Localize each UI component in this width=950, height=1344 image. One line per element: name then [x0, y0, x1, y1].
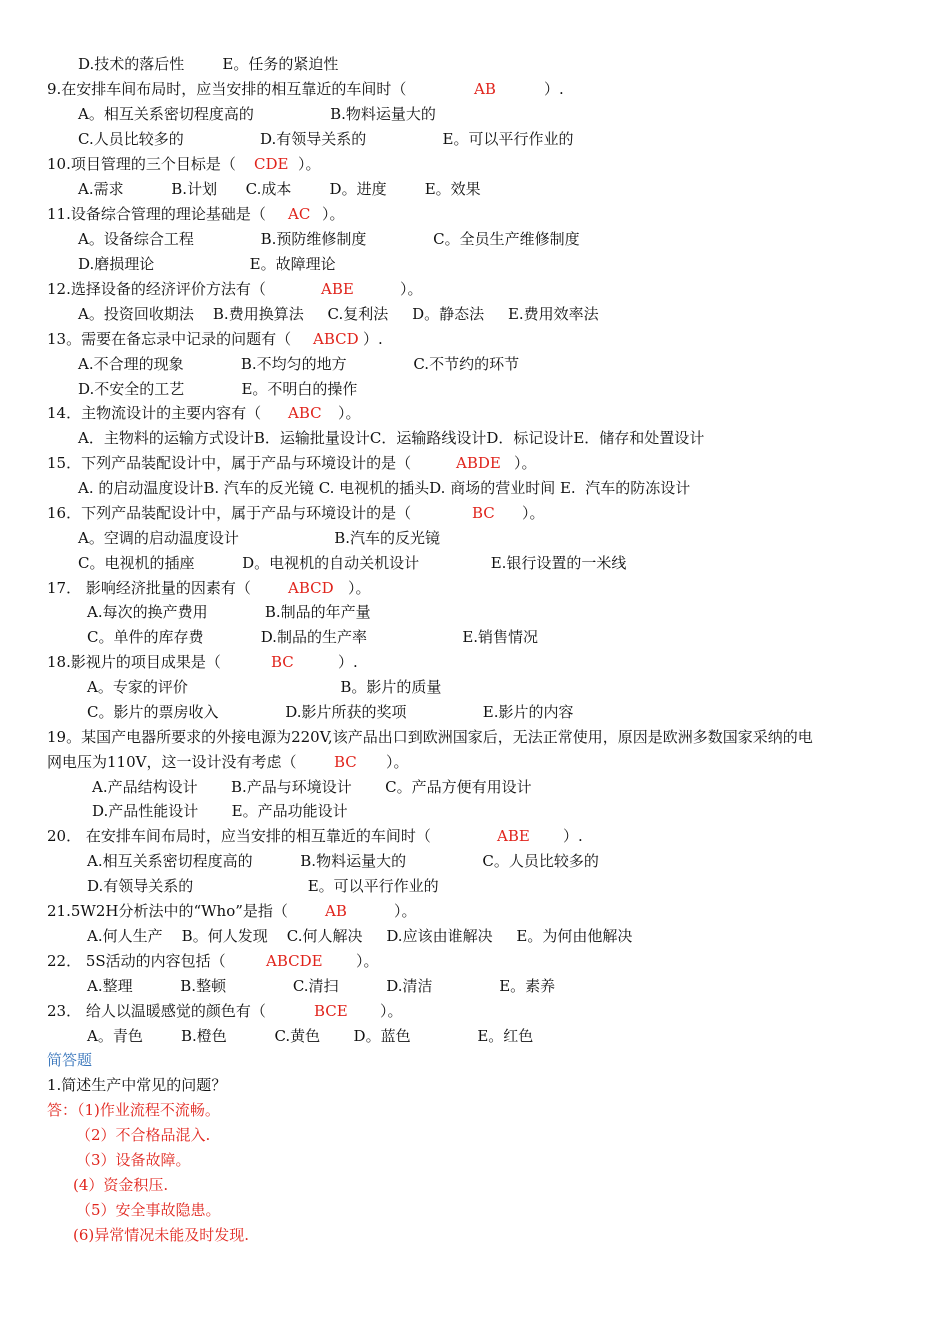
text-line: D.有领导关系的 E。可以平行作业的: [87, 877, 439, 895]
closing-paren: ）。: [322, 205, 345, 223]
text-line: D.不安全的工艺 E。不明白的操作: [78, 380, 358, 398]
closing-paren: ）。: [522, 504, 545, 522]
text-line: D.产品性能设计 E。产品功能设计: [92, 802, 348, 820]
text-line: A。设备综合工程 B.预防维修制度 C。全员生产维修制度: [78, 230, 580, 248]
answer-key: ABCD: [313, 330, 359, 348]
answer-key: BCE: [314, 1002, 348, 1020]
answer-key: BC: [334, 753, 357, 771]
answer-line: (6)异常情况未能及时发现.: [73, 1226, 250, 1244]
text-line: 13。需要在备忘录中记录的问题有（: [47, 330, 292, 348]
text-line: 18.影视片的项目成果是（: [47, 653, 221, 671]
text-line: A.每次的换产费用 B.制品的年产量: [87, 603, 371, 621]
text-line: C。电视机的插座 D。电视机的自动关机设计 E.银行设置的一米线: [78, 554, 627, 572]
text-line: D.技术的落后性 E。任务的紧迫性: [78, 55, 339, 73]
text-line: 20． 在安排车间布局时，应当安排的相互靠近的车间时（: [47, 827, 431, 845]
closing-paren: ）.: [338, 653, 358, 671]
text-line: 23． 给人以温暖感觉的颜色有（: [47, 1002, 266, 1020]
text-line: C。影片的票房收入 D.影片所获的奖项 E.影片的内容: [87, 703, 574, 721]
answer-key: BC: [472, 504, 495, 522]
answer-key: AC: [288, 205, 311, 223]
answer-key: BC: [271, 653, 294, 671]
answer-key: ABCD: [288, 579, 334, 597]
text-line: A.整理 B.整顿 C.清扫 D.清洁 E。素养: [87, 977, 556, 995]
text-line: 17． 影响经济批量的因素有（: [47, 579, 251, 597]
text-line: A.产品结构设计 B.产品与环境设计 C。产品方便有用设计: [92, 778, 532, 796]
answer-line: （2）不合格品混入.: [76, 1126, 211, 1144]
text-line: C.人员比较多的 D.有领导关系的 E。可以平行作业的: [78, 130, 574, 148]
text-line: A.需求 B.计划 C.成本 D。进度 E。效果: [78, 180, 481, 198]
text-line: D.磨损理论 E。故障理论: [78, 255, 336, 273]
section-heading: 简答题: [47, 1051, 93, 1069]
answer-key: AB: [325, 902, 347, 920]
text-line: A。空调的启动温度设计 B.汽车的反光镜: [78, 529, 440, 547]
text-line: 21.5W2H分析法中的“Who”是指（: [47, 902, 288, 920]
closing-paren: ）。: [400, 280, 423, 298]
text-line: 11.设备综合管理的理论基础是（: [47, 205, 266, 223]
answer-line: 答：（1)作业流程不流畅。: [47, 1101, 220, 1119]
text-line: A. 的启动温度设计B. 汽车的反光镜 C. 电视机的插头D. 商场的营业时间 E. 汽车的防冻设计: [78, 479, 691, 497]
text-line: A.不合理的现象 B.不均匀的地方 C.不节约的环节: [78, 355, 520, 373]
text-line: C。单件的库存费 D.制品的生产率 E.销售情况: [87, 628, 539, 646]
answer-line: (4）资金积压.: [73, 1176, 169, 1194]
text-line: 15．下列产品装配设计中，属于产品与环境设计的是（: [47, 454, 412, 472]
text-line: A.相互关系密切程度高的 B.物料运量大的 C。人员比较多的: [87, 852, 599, 870]
closing-paren: ）。: [514, 454, 537, 472]
text-line: 19。某国产电器所要求的外接电源为220V,该产品出口到欧洲国家后，无法正常使用，原因是欧洲多数国家采纳的电: [47, 728, 813, 746]
answer-key: ABC: [288, 404, 322, 422]
text-line: A.何人生产 B。何人发现 C.何人解决 D.应该由谁解决 E。为何由他解决: [87, 927, 633, 945]
text-line: 16．下列产品装配设计中，属于产品与环境设计的是（: [47, 504, 412, 522]
answer-key: ABE: [321, 280, 354, 298]
text-line: 1.简述生产中常见的问题？: [47, 1076, 227, 1094]
closing-paren: ）。: [298, 155, 321, 173]
answer-line: （5）安全事故隐患。: [76, 1201, 221, 1219]
text-line: A。相互关系密切程度高的 B.物料运量大的: [78, 105, 436, 123]
text-line: A。专家的评价 B。影片的质量: [87, 678, 442, 696]
text-line: 网电压为110V，这一设计没有考虑（: [47, 753, 297, 771]
closing-paren: ）.: [363, 330, 383, 348]
answer-key: CDE: [254, 155, 289, 173]
answer-line: （3）设备故障。: [76, 1151, 191, 1169]
answer-key: ABDE: [456, 454, 501, 472]
closing-paren: ）。: [348, 579, 371, 597]
answer-key: AB: [474, 80, 496, 98]
closing-paren: ）.: [563, 827, 583, 845]
text-line: 22． 5S活动的内容包括（: [47, 952, 226, 970]
closing-paren: ）。: [386, 753, 409, 771]
text-line: 14．主物流设计的主要内容有（: [47, 404, 262, 422]
closing-paren: ）。: [338, 404, 361, 422]
text-line: A。投资回收期法 B.费用换算法 C.复利法 D。静态法 E.费用效率法: [78, 305, 599, 323]
closing-paren: ）。: [380, 1002, 403, 1020]
closing-paren: ）。: [394, 902, 417, 920]
text-line: A。青色 B.橙色 C.黄色 D。蓝色 E。红色: [87, 1027, 534, 1045]
text-line: A．主物料的运输方式设计B．运输批量设计C．运输路线设计D．标记设计E．储存和处置设计: [78, 429, 705, 447]
closing-paren: ）.: [544, 80, 564, 98]
answer-key: ABE: [497, 827, 530, 845]
text-line: 10.项目管理的三个目标是（: [47, 155, 236, 173]
text-line: 12.选择设备的经济评价方法有（: [47, 280, 266, 298]
text-line: 9.在安排车间布局时，应当安排的相互靠近的车间时（: [47, 80, 407, 98]
closing-paren: ）。: [356, 952, 379, 970]
answer-key: ABCDE: [266, 952, 323, 970]
